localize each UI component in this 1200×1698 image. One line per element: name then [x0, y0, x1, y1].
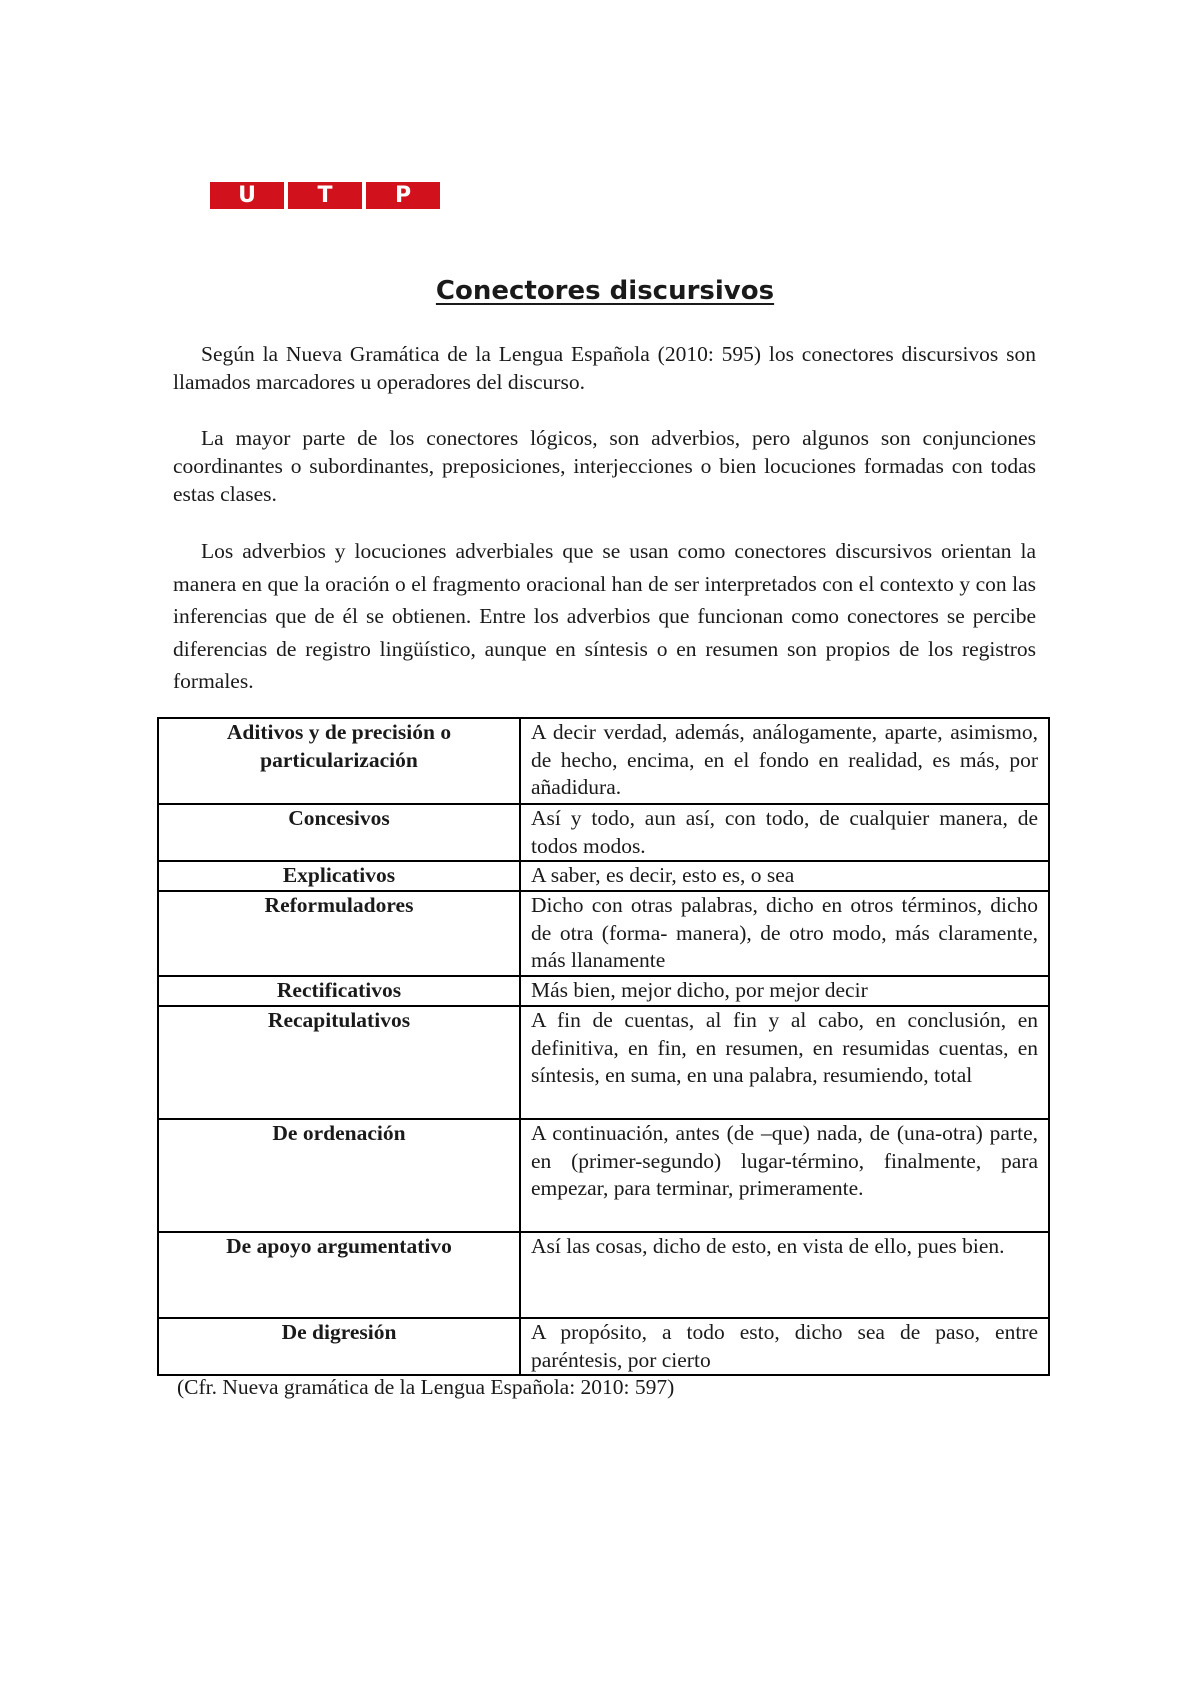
connectors-cell: A fin de cuentas, al fin y al cabo, en conclusión, en definitiva, en fin, en resumen, en resumidas cuentas, en síntesis, en suma, en una palabra, resumiendo, total [520, 1006, 1049, 1119]
connectors-cell: Así y todo, aun así, con todo, de cualquier manera, de todos modos. [520, 804, 1049, 861]
connectors-cell: Más bien, mejor dicho, por mejor decir [520, 976, 1049, 1006]
category-cell: Rectificativos [158, 976, 520, 1006]
citation: (Cfr. Nueva gramática de la Lengua Española: 2010: 597) [177, 1375, 675, 1399]
category-cell: Explicativos [158, 861, 520, 891]
table-row [158, 718, 1049, 804]
table-row [158, 1119, 1049, 1232]
connectors-cell: A decir verdad, además, análogamente, aparte, asimismo, de hecho, encima, en el fondo en realidad, es más, por añadidura. [520, 718, 1049, 804]
connectors-cell: Dicho con otras palabras, dicho en otros términos, dicho de otra (forma- manera), de otro modo, más claramente, más llanamente [520, 891, 1049, 976]
utp-logo [210, 182, 440, 209]
category-cell: De digresión [158, 1318, 520, 1375]
table-row [158, 1232, 1049, 1318]
logo-letter-u: U [210, 182, 284, 209]
table-row [158, 1318, 1049, 1375]
category-cell: Concesivos [158, 804, 520, 861]
page-title: Conectores discursivos [435, 276, 775, 306]
connectors-cell: A saber, es decir, esto es, o sea [520, 861, 1049, 891]
table-row [158, 861, 1049, 891]
category-cell: De ordenación [158, 1119, 520, 1232]
connectors-cell: Así las cosas, dicho de esto, en vista de ello, pues bien. [520, 1232, 1049, 1318]
table-row [158, 1006, 1049, 1119]
table-row [158, 804, 1049, 861]
logo-letter-t: T [288, 182, 362, 209]
intro-paragraph-3: Los adverbios y locuciones adverbiales que se usan como conectores discursivos orientan la manera en que la oración o el fragmento oracional han de ser interpretados con el contexto y con las inferencias que de él se obtienen. Entre los adverbios que funcionan como conectores se percibe diferencias de registro lingüístico, aunque en síntesis o en resumen son propios de los registros formales. [173, 539, 1036, 693]
table-row [158, 976, 1049, 1006]
category-cell: Recapitulativos [158, 1006, 520, 1119]
connectors-cell: A propósito, a todo esto, dicho sea de paso, entre paréntesis, por cierto [520, 1318, 1049, 1375]
connectors-cell: A continuación, antes (de –que) nada, de (una-otra) parte, en (primer-segundo) lugar-término, finalmente, para empezar, para terminar, primeramente. [520, 1119, 1049, 1232]
category-cell: Reformuladores [158, 891, 520, 976]
intro-paragraph-1: Según la Nueva Gramática de la Lengua Española (2010: 595) los conectores discursivos son llamados marcadores u operadores del discurso. [173, 342, 1036, 394]
category-cell: Aditivos y de precisión o particularización [158, 718, 520, 804]
table-row [158, 891, 1049, 976]
connectors-table [157, 717, 1050, 1376]
logo-letter-p: P [366, 182, 440, 209]
intro-paragraph-2: La mayor parte de los conectores lógicos, son adverbios, pero algunos son conjunciones coordinantes o subordinantes, preposiciones, interjecciones o bien locuciones formadas con todas estas clases. [173, 426, 1036, 506]
category-cell: De apoyo argumentativo [158, 1232, 520, 1318]
